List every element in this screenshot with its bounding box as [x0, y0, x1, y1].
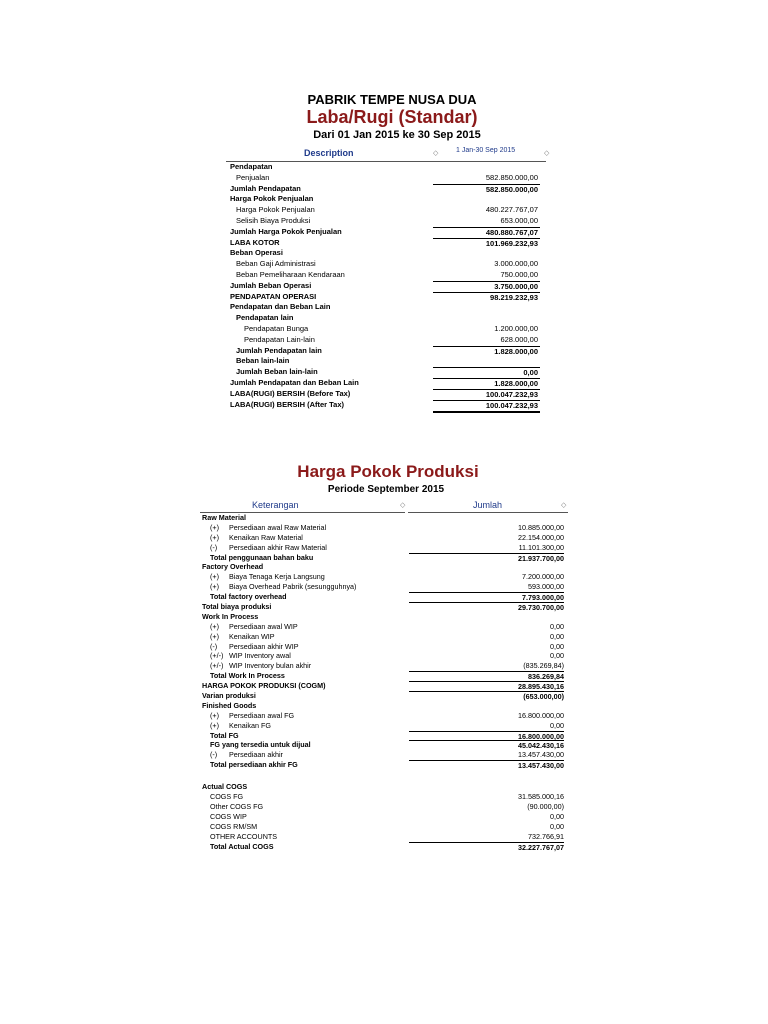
row-value: 0,00	[433, 367, 540, 379]
row-label: Total Work In Process	[210, 671, 285, 681]
row-value: 593.000,00	[528, 582, 564, 592]
row-label: Jumlah Harga Pokok Penjualan	[230, 226, 342, 236]
row-label: LABA(RUGI) BERSIH (Before Tax)	[230, 388, 351, 398]
table-row	[226, 248, 546, 259]
row-label: Beban Operasi	[230, 248, 283, 258]
row-value: 582.850.000,00	[485, 172, 538, 182]
table-row	[226, 227, 546, 238]
table-row	[200, 731, 572, 741]
row-label: Persediaan akhir	[229, 750, 283, 760]
row-value: 31.585.000,16	[518, 792, 564, 802]
spacer	[200, 770, 572, 782]
row-label: Persediaan akhir Raw Material	[229, 542, 327, 552]
row-label: Persediaan awal Raw Material	[229, 522, 327, 532]
row-value: 653.000,00	[500, 215, 538, 225]
table-row	[200, 622, 572, 632]
row-label: Jumlah Beban lain-lain	[236, 367, 318, 377]
row-label: Kenaikan Raw Material	[229, 532, 303, 542]
row-value: 11.101.300,00	[518, 542, 564, 552]
row-value: 0,00	[550, 720, 564, 730]
row-label: Persediaan awal WIP	[229, 621, 298, 631]
row-label: Total penggunaan bahan baku	[210, 552, 314, 562]
row-value: 29.730.700,00	[409, 602, 564, 613]
row-label: Jumlah Pendapatan lain	[236, 345, 322, 355]
row-label: Beban Pemeliharaan Kendaraan	[236, 269, 345, 279]
sort-diamond-icon: ◇	[433, 150, 439, 157]
row-value: 582.850.000,00	[433, 184, 540, 196]
row-value: 1.828.000,00	[433, 378, 540, 390]
table-row	[200, 691, 572, 701]
column-header-keterangan: Keterangan	[252, 500, 299, 510]
laba-rugi-rows	[226, 162, 546, 410]
table-row	[226, 356, 546, 367]
row-value: 732.766,91	[528, 831, 564, 841]
row-value: 480.880.767,07	[433, 227, 540, 239]
row-label: Pendapatan lain	[236, 313, 294, 323]
row-value: 3.750.000,00	[433, 281, 540, 293]
row-sign: (-)	[210, 641, 218, 651]
row-label: Work In Process	[202, 611, 259, 621]
row-value: 21.937.700,00	[409, 553, 564, 564]
row-value: 98.219.232,93	[433, 292, 540, 304]
sort-diamond-icon: ◇	[561, 502, 567, 509]
row-value: (653.000,00)	[409, 691, 564, 702]
table-row	[226, 238, 546, 249]
row-label: Biaya Overhead Pabrik (sesungguhnya)	[229, 582, 357, 592]
table-header	[226, 147, 550, 162]
row-label: Beban lain-lain	[236, 356, 290, 366]
row-label: Total FG	[210, 730, 239, 740]
row-label: Other COGS FG	[210, 801, 264, 811]
table-row	[226, 335, 546, 346]
table-row	[226, 216, 546, 227]
table-row	[200, 661, 572, 671]
row-label: PENDAPATAN OPERASI	[230, 291, 317, 301]
report-period: Periode September 2015	[327, 484, 445, 495]
row-label: Persediaan akhir WIP	[229, 641, 299, 651]
row-value: 1.828.000,00	[433, 346, 540, 358]
report-title: Laba/Rugi (Standar)	[306, 107, 478, 127]
row-label: WIP Inventory awal	[229, 651, 291, 661]
table-row	[200, 842, 572, 852]
row-sign: (+)	[210, 522, 219, 532]
row-value: 836.269,84	[409, 671, 564, 682]
table-row	[200, 832, 572, 842]
row-value: 628.000,00	[500, 334, 538, 344]
row-sign: (+)	[210, 621, 219, 631]
table-row	[200, 721, 572, 731]
row-value: 13.457.430,00	[409, 760, 564, 771]
row-value: 16.800.000,00	[409, 731, 564, 742]
row-label: Jumlah Pendapatan dan Beban Lain	[230, 377, 359, 387]
company-name: PABRIK TEMPE NUSA DUA	[307, 92, 477, 107]
table-row	[200, 602, 572, 612]
row-value: (835.269,84)	[523, 661, 564, 671]
row-value: 28.895.430,16	[409, 681, 564, 692]
table-row	[226, 162, 546, 173]
row-value: 22.154.000,00	[518, 532, 564, 542]
row-sign: (+)	[210, 631, 219, 641]
row-value: 7.793.000,00	[409, 592, 564, 603]
row-value: 480.227.767,07	[485, 205, 538, 215]
table-row	[226, 173, 546, 184]
column-header-period: 1 Jan-30 Sep 2015	[456, 147, 516, 154]
table-row	[200, 651, 572, 661]
row-label: Pendapatan Lain-lain	[244, 334, 315, 344]
table-row	[226, 389, 546, 400]
row-value: 0,00	[550, 641, 564, 651]
row-label: Harga Pokok Penjualan	[230, 194, 314, 204]
row-label: Kenaikan FG	[229, 720, 271, 730]
table-row	[200, 802, 572, 812]
row-value: 100.047.232,93	[433, 400, 540, 414]
row-label: Total Actual COGS	[210, 841, 274, 851]
table-row	[226, 302, 546, 313]
row-label: Total biaya produksi	[202, 602, 272, 612]
row-label: COGS FG	[210, 792, 244, 802]
table-row	[226, 313, 546, 324]
row-value: 750.000,00	[500, 269, 538, 279]
row-value: 0,00	[550, 821, 564, 831]
table-header	[200, 500, 572, 513]
table-row	[226, 367, 546, 378]
report-title: Harga Pokok Produksi	[297, 462, 479, 481]
row-label: Factory Overhead	[202, 562, 264, 572]
table-row	[200, 572, 572, 582]
row-label: Jumlah Pendapatan	[230, 183, 301, 193]
sort-diamond-icon: ◇	[544, 150, 550, 157]
row-label: Harga Pokok Penjualan	[236, 205, 315, 215]
row-sign: (-)	[210, 542, 218, 552]
table-row	[200, 562, 572, 572]
row-sign: (+)	[210, 582, 219, 592]
row-sign: (+/-)	[210, 651, 224, 661]
row-label: Pendapatan dan Beban Lain	[230, 302, 331, 312]
table-row	[200, 671, 572, 681]
table-row	[200, 782, 572, 792]
table-row	[200, 592, 572, 602]
table-row	[200, 681, 572, 691]
row-label: Raw Material	[202, 513, 246, 522]
row-sign: (+/-)	[210, 661, 224, 671]
table-row	[200, 553, 572, 563]
table-row	[226, 346, 546, 357]
row-value: 16.800.000,00	[518, 710, 564, 720]
row-label: LABA(RUGI) BERSIH (After Tax)	[230, 399, 345, 409]
table-row	[200, 523, 572, 533]
row-label: COGS RM/SM	[210, 821, 258, 831]
row-label: Varian produksi	[202, 691, 256, 701]
row-label: COGS WIP	[210, 811, 247, 821]
row-label: Finished Goods	[202, 700, 257, 710]
table-row	[200, 792, 572, 802]
table-row	[200, 642, 572, 652]
row-value: 13.457.430,00	[518, 750, 564, 760]
table-row	[200, 822, 572, 832]
column-header-description: Description	[304, 148, 354, 158]
row-label: Selisih Biaya Produksi	[236, 215, 311, 225]
table-row	[200, 750, 572, 760]
table-row	[200, 812, 572, 822]
row-value: 45.042.430,16	[409, 740, 564, 751]
table-row	[200, 582, 572, 592]
row-value: 0,00	[550, 651, 564, 661]
table-row	[226, 400, 546, 411]
table-row	[226, 324, 546, 335]
harga-pokok-rows	[200, 513, 572, 851]
row-sign: (-)	[210, 750, 218, 760]
row-label: Penjualan	[236, 172, 270, 182]
table-row	[226, 205, 546, 216]
table-row	[200, 632, 572, 642]
table-row	[200, 760, 572, 770]
row-value: 0,00	[550, 631, 564, 641]
row-label: Pendapatan Bunga	[244, 323, 309, 333]
row-value: 1.200.000,00	[494, 323, 538, 333]
table-row	[200, 543, 572, 553]
row-value: 0,00	[550, 811, 564, 821]
row-sign: (+)	[210, 720, 219, 730]
harga-pokok-produksi-report	[200, 462, 572, 851]
table-row	[226, 184, 546, 195]
row-value: 32.227.767,07	[409, 842, 564, 853]
table-row	[200, 513, 572, 523]
table-row	[226, 270, 546, 281]
table-row	[200, 701, 572, 711]
row-value: 10.885.000,00	[518, 522, 564, 532]
row-label: FG yang tersedia untuk dijual	[210, 740, 311, 750]
table-row	[200, 533, 572, 543]
report-period: Dari 01 Jan 2015 ke 30 Sep 2015	[313, 129, 481, 141]
row-label: Biaya Tenaga Kerja Langsung	[229, 572, 325, 582]
row-label: Total factory overhead	[210, 592, 287, 602]
row-sign: (+)	[210, 532, 219, 542]
row-label: Beban Gaji Administrasi	[236, 259, 316, 269]
row-value: 7.200.000,00	[522, 572, 564, 582]
row-value: 101.969.232,93	[433, 238, 540, 250]
sort-diamond-icon: ◇	[400, 502, 406, 509]
row-label: HARGA POKOK PRODUKSI (COGM)	[202, 681, 326, 691]
row-label: Actual COGS	[202, 782, 248, 792]
row-sign: (+)	[210, 572, 219, 582]
row-value: (90.000,00)	[527, 801, 564, 811]
table-row	[226, 292, 546, 303]
table-row	[200, 740, 572, 750]
laba-rugi-report	[226, 92, 550, 410]
table-row	[226, 281, 546, 292]
table-row	[226, 378, 546, 389]
row-value: 0,00	[550, 621, 564, 631]
row-label: Total persediaan akhir FG	[210, 760, 298, 770]
column-header-jumlah: Jumlah	[473, 500, 503, 510]
row-value: 100.047.232,93	[433, 389, 540, 401]
row-label: Persediaan awal FG	[229, 710, 295, 720]
row-label: Pendapatan	[230, 162, 273, 171]
table-row	[200, 612, 572, 622]
table-row	[226, 194, 546, 205]
row-label: Jumlah Beban Operasi	[230, 280, 312, 290]
row-sign: (+)	[210, 710, 219, 720]
row-label: OTHER ACCOUNTS	[210, 831, 278, 841]
row-label: WIP Inventory bulan akhir	[229, 661, 312, 671]
row-label: LABA KOTOR	[230, 237, 280, 247]
table-row	[226, 259, 546, 270]
row-label: Kenaikan WIP	[229, 631, 275, 641]
row-value: 3.000.000,00	[494, 259, 538, 269]
table-row	[200, 711, 572, 721]
